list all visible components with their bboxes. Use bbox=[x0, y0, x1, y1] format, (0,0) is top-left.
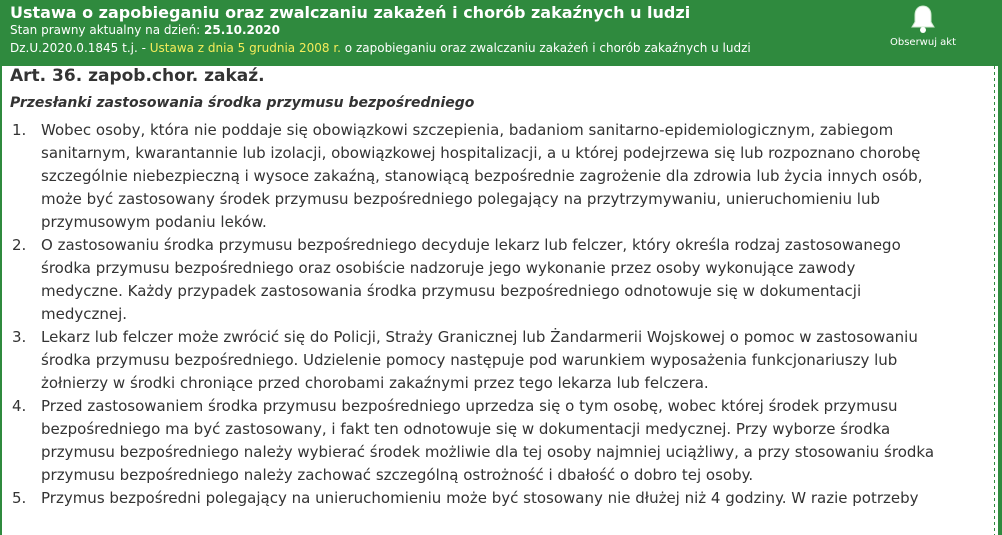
paragraph-text bbox=[41, 326, 990, 395]
paragraph-text bbox=[41, 487, 990, 510]
paragraph-2 bbox=[0, 234, 990, 326]
text-line: O zastosowaniu środka przymusu bezpośredniego decyduje lekarz lub felczer, który określa rodzaj zastosowanego bbox=[41, 236, 901, 254]
paragraph-number: 1. bbox=[12, 121, 27, 139]
paragraph-text bbox=[41, 395, 990, 487]
paragraph-text bbox=[41, 234, 990, 326]
dz-ref: Dz.U.2020.0.1845 t.j. - bbox=[10, 41, 150, 55]
act-header bbox=[0, 0, 1002, 66]
legal-state bbox=[10, 23, 280, 37]
paragraph-1 bbox=[0, 119, 990, 234]
text-line: przymusowym podaniu leków. bbox=[41, 213, 267, 231]
follow-act-label: Obserwuj akt bbox=[889, 37, 956, 48]
act-reference-rest: o zapobieganiu oraz zwalczaniu zakażeń i chorób zakaźnych u ludzi bbox=[340, 41, 751, 55]
paragraph-number: 3. bbox=[12, 328, 27, 346]
text-line: środka przymusu bezpośredniego oraz osobiście nadzoruje jego wykonanie przez osoby wykonujące zawody bbox=[41, 259, 856, 277]
article-paragraphs bbox=[0, 119, 990, 510]
paragraph-number: 5. bbox=[12, 489, 27, 507]
text-line: Lekarz lub felczer może zwrócić się do Policji, Straży Granicznej lub Żandarmerii Wojskowej o pomoc w zastosowaniu bbox=[41, 328, 918, 346]
paragraph-number: 4. bbox=[12, 397, 27, 415]
legal-state-label: Stan prawny aktualny na dzień: bbox=[10, 23, 205, 37]
frame-border-right bbox=[998, 66, 1002, 535]
text-line: szczególnie niebezpieczną i wysoce zakaźną, stanowiącą bezpośrednie zagrożenie dla zdrowia lub życia innych osób, bbox=[41, 167, 923, 185]
follow-act-button[interactable] bbox=[885, 4, 961, 52]
act-reference bbox=[10, 41, 751, 55]
text-line: Wobec osoby, która nie poddaje się obowiązkowi szczepienia, badaniom sanitarno-epidemiologicznym, zabiegom bbox=[41, 121, 894, 139]
text-line: środka przymusu bezpośredniego. Udzielenie pomocy następuje pod warunkiem wyposażenia funkcjonariuszy lub bbox=[41, 351, 898, 369]
text-line: Przed zastosowaniem środka przymusu bezpośredniego uprzedza się o tym osobę, wobec której środek przymusu bbox=[41, 397, 898, 415]
text-line: bezpośredniego ma być zastosowany, i fakt ten odnotowuje się w dokumentacji medycznej. Przy wyborze środka bbox=[41, 420, 891, 438]
text-line: przymusu bezpośredniego należy zachować szczególną ostrożność i dbałość o dobro tej osoby. bbox=[41, 466, 754, 484]
paragraph-3 bbox=[0, 326, 990, 395]
bell-icon bbox=[910, 4, 936, 34]
legal-state-date: 25.10.2020 bbox=[204, 23, 280, 37]
paragraph-4 bbox=[0, 395, 990, 487]
paragraph-text bbox=[41, 119, 990, 234]
text-line: medycznej. bbox=[41, 305, 128, 323]
text-line: przymusu bezpośredniego należy wybierać środek możliwie dla tej osoby najmniej uciążliwy, a przy stosowaniu środka bbox=[41, 443, 935, 461]
text-line: sanitarnym, kwarantannie lub izolacji, obowiązkowej hospitalizacji, a u której podejrzewa się lub rozpoznano chorobę bbox=[41, 144, 921, 162]
paragraph-number: 2. bbox=[12, 236, 27, 254]
act-date-link[interactable]: Ustawa z dnia 5 grudnia 2008 r. bbox=[149, 41, 341, 55]
frame-border-dashed bbox=[994, 66, 995, 535]
text-line: Przymus bezpośredni polegający na unieruchomieniu może być stosowany nie dłużej niż 4 godziny. W razie potrzeby bbox=[41, 489, 919, 507]
paragraph-5 bbox=[0, 487, 990, 510]
act-title: Ustawa o zapobieganiu oraz zwalczaniu zakażeń i chorób zakaźnych u ludzi bbox=[10, 3, 691, 22]
text-line: medyczne. Każdy przypadek zastosowania środka przymusu bezpośredniego odnotowuje się w dokumentacji bbox=[41, 282, 862, 300]
text-line: może być zastosowany środek przymusu bezpośredniego polegający na przytrzymywaniu, unieruchomieniu lub bbox=[41, 190, 880, 208]
article-subtitle: Przesłanki zastosowania środka przymusu bezpośredniego bbox=[10, 95, 475, 111]
article-title: Art. 36. zapob.chor. zakaź. bbox=[10, 66, 265, 86]
text-line: żołnierzy w środki chroniące przed chorobami zakaźnymi przez tego lekarza lub felczera. bbox=[41, 374, 709, 392]
